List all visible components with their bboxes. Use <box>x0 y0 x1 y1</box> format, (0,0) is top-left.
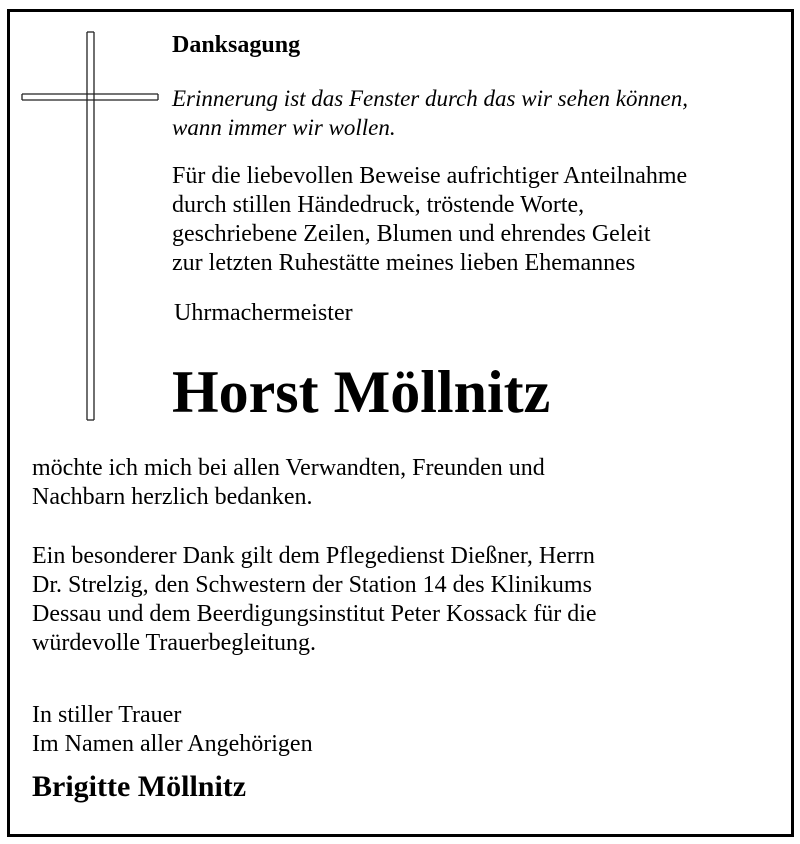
quote-line: wann immer wir wollen. <box>172 115 396 140</box>
thanks-line: möchte ich mich bei allen Verwandten, Freunden und <box>32 455 545 481</box>
quote-line: Erinnerung ist das Fenster durch das wir sehen können, <box>172 86 688 111</box>
thanks-paragraph <box>32 454 545 512</box>
thanks-line: Nachbarn herzlich bedanken. <box>32 484 313 510</box>
special-thanks-line: Ein besonderer Dank gilt dem Pflegedienst Dießner, Herrn <box>32 543 595 569</box>
intro-line: geschriebene Zeilen, Blumen und ehrendes Geleit <box>172 221 651 247</box>
closing-line: In stiller Trauer <box>32 702 182 728</box>
signature-name: Brigitte Möllnitz <box>32 770 247 803</box>
intro-paragraph <box>172 162 687 278</box>
deceased-name: Horst Möllnitz <box>172 359 551 425</box>
memorial-quote <box>172 84 688 142</box>
deceased-title: Uhrmachermeister <box>174 300 353 326</box>
closing-block <box>32 701 313 759</box>
intro-line: durch stillen Händedruck, tröstende Worte, <box>172 192 585 218</box>
intro-line: zur letzten Ruhestätte meines lieben Ehemannes <box>172 250 636 276</box>
intro-line: Für die liebevollen Beweise aufrichtiger Anteilnahme <box>172 163 688 189</box>
special-thanks-line: Dr. Strelzig, den Schwestern der Station 14 des Klinikums <box>32 572 592 598</box>
special-thanks-paragraph <box>32 542 597 658</box>
closing-line: Im Namen aller Angehörigen <box>32 731 313 757</box>
notice-heading: Danksagung <box>172 32 301 58</box>
special-thanks-line: würdevolle Trauerbegleitung. <box>32 630 316 656</box>
special-thanks-line: Dessau und dem Beerdigungsinstitut Peter Kossack für die <box>32 601 597 627</box>
cross-icon <box>20 30 160 430</box>
